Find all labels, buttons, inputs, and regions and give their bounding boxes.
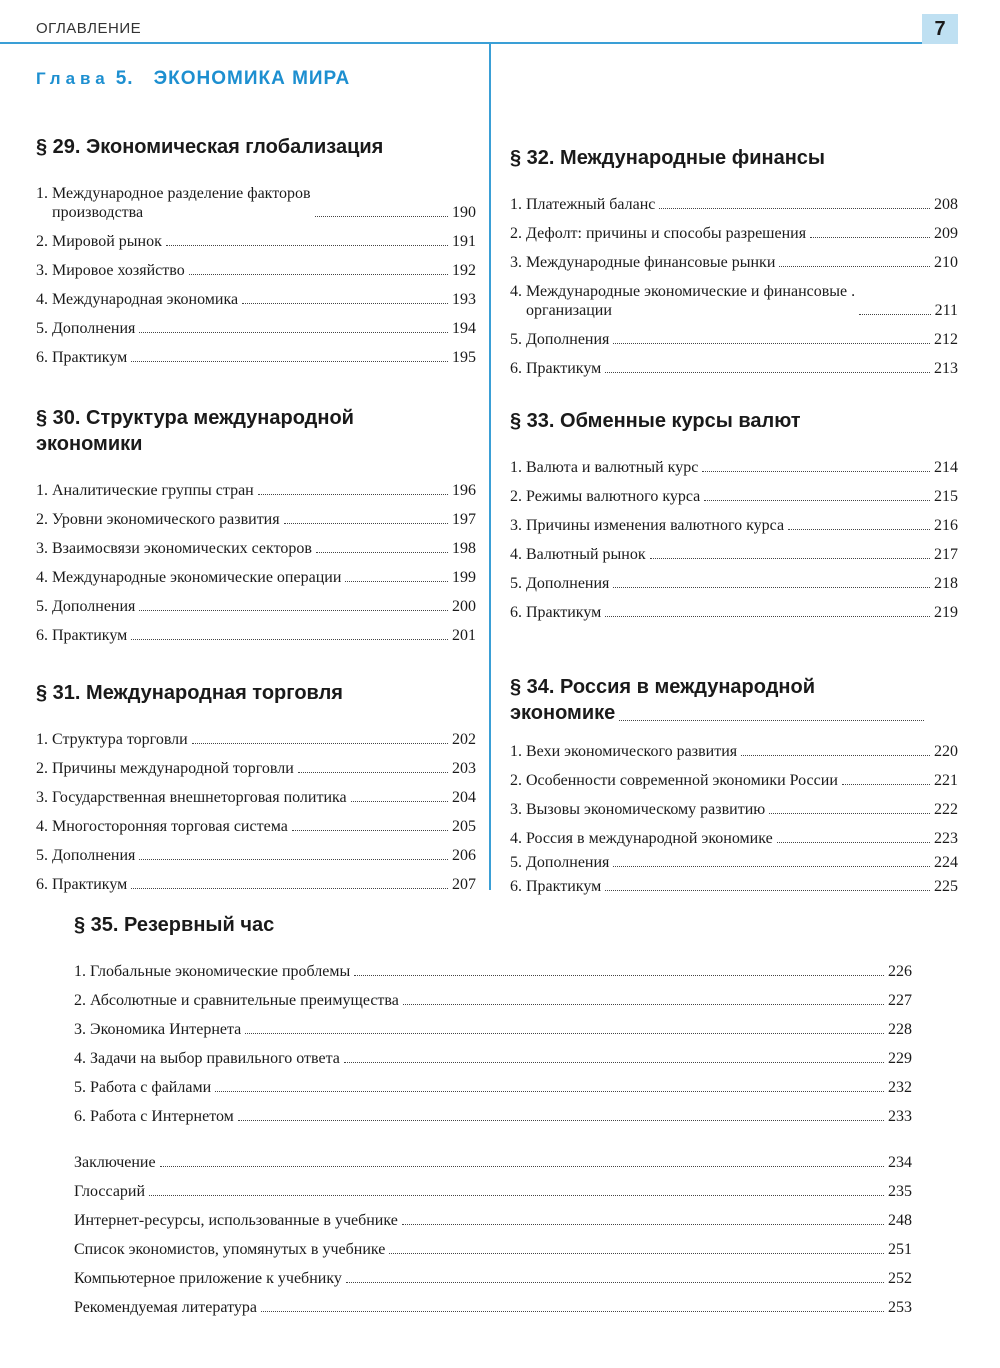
toc-entry[interactable] [36,616,476,645]
toc-entry-page: 205 [452,818,476,835]
leader-dots [605,372,930,373]
toc-entry-text: Глоссарий [74,1183,146,1200]
toc-entry[interactable] [510,872,958,896]
toc-entry-page: 209 [934,225,958,242]
toc-entry-text: 3. Международные финансовые рынки [510,254,776,271]
toc-entry-page: 252 [888,1270,912,1287]
toc-entry-text: 6. Практикум [510,878,602,895]
toc-entry-text-cont: организации [526,302,612,319]
leader-dots [192,743,448,744]
section-32 [510,145,958,378]
toc-entry-page: 202 [452,731,476,748]
header-rule [0,42,958,44]
toc-entry-page: 198 [452,540,476,557]
toc-entry-text: 1. Вехи экономического развития [510,743,738,760]
chapter-prefix: Глава [36,69,110,88]
toc-entry[interactable] [74,952,912,981]
leader-dots [139,610,448,611]
toc-entry-page: 227 [888,992,912,1009]
toc-entry[interactable] [36,529,476,558]
toc-entry[interactable] [36,836,476,865]
toc-entry-text-cont: производства [52,204,144,221]
toc-entry[interactable] [510,819,958,848]
leader-dots [777,842,930,843]
toc-entry-page: 207 [452,876,476,893]
toc-entry-text: 5. Дополнения [510,575,610,592]
leader-dots [139,859,448,860]
toc-entry-text: 3. Мировое хозяйство [36,262,185,279]
toc-entry-text: 6. Практикум [510,604,602,621]
toc-entry-page: 213 [934,360,958,377]
leader-dots [298,772,448,773]
leader-dots [344,1062,884,1063]
toc-entry-text: 4. Международные экономические и финансовые . [510,283,856,300]
toc-entry-text: 1. Структура торговли [36,731,188,748]
toc-entry-text: 5. Дополнения [510,854,610,871]
toc-entry-page: 229 [888,1050,912,1067]
toc-entry[interactable] [510,535,958,564]
toc-entry-page: 219 [934,604,958,621]
leader-dots [284,523,448,524]
toc-entry[interactable] [36,749,476,778]
toc-entry-text: 2. Причины международной торговли [36,760,294,777]
leader-dots [345,581,448,582]
toc-entry-page: 190 [452,204,476,221]
leader-dots [261,1311,884,1312]
toc-entry-page: 225 [934,878,958,895]
leader-dots [613,587,930,588]
toc-entry[interactable] [74,1068,912,1097]
toc-entry-page: 194 [452,320,476,337]
toc-entry-text: 2. Уровни экономического развития [36,511,280,528]
toc-entry-page: 233 [888,1108,912,1125]
toc-entry-text: 1. Международное разделение факторов [36,185,311,202]
section-title: § 31. Международная торговля [36,682,343,704]
leader-dots [316,552,448,553]
toc-entry[interactable] [36,865,476,894]
toc-entry-text: 5. Дополнения [36,320,136,337]
toc-entry[interactable] [36,222,476,251]
toc-entry-page: 215 [934,488,958,505]
leader-dots [704,500,930,501]
toc-entry-page: 228 [888,1021,912,1038]
toc-entry-page: 232 [888,1079,912,1096]
leader-dots [605,616,930,617]
leader-dots [702,471,930,472]
toc-entry-text: Рекомендуемая литература [74,1299,257,1316]
leader-dots [149,1195,884,1196]
toc-entry[interactable] [510,564,958,593]
toc-entry[interactable] [510,732,958,761]
running-header: ОГЛАВЛЕНИЕ [36,20,142,37]
toc-entry-page: 220 [934,743,958,760]
toc-entry-text: 2. Мировой рынок [36,233,162,250]
toc-entry-text: 5. Дополнения [36,847,136,864]
toc-entry[interactable] [510,320,958,349]
toc-entry-page: 221 [934,772,958,789]
leader-dots [613,343,930,344]
toc-entry-page: 224 [934,854,958,871]
toc-entry[interactable] [74,1230,912,1259]
toc-entry[interactable] [36,174,476,222]
toc-entry-text: 6. Практикум [36,627,128,644]
toc-entry-page: 200 [452,598,476,615]
section-title: § 34. Россия в международной экономике [510,674,958,726]
toc-entry-page: 203 [452,760,476,777]
toc-entry[interactable] [510,272,958,320]
leader-dots [160,1166,884,1167]
toc-entry-text: 2. Дефолт: причины и способы разрешения [510,225,807,242]
toc-entry[interactable] [36,471,476,500]
toc-entry-text: 3. Причины изменения валютного курса [510,517,785,534]
chapter-heading [36,68,350,90]
toc-entry-text: 1. Валюта и валютный курс [510,459,699,476]
toc-entry-text: 3. Взаимосвязи экономических секторов [36,540,312,557]
leader-dots [779,266,930,267]
leader-dots [810,237,930,238]
toc-entry[interactable] [74,1259,912,1288]
toc-entry-page: 222 [934,801,958,818]
toc-entry[interactable] [510,761,958,790]
toc-entry[interactable] [74,1201,912,1230]
toc-entry[interactable] [74,1097,912,1126]
toc-entry-text: 1. Платежный баланс [510,196,656,213]
toc-entry[interactable] [74,981,912,1010]
toc-entry-text: Интернет-ресурсы, использованные в учебнике [74,1212,398,1229]
leader-dots [859,314,930,315]
toc-entry-page: 201 [452,627,476,644]
toc-entry-page: 192 [452,262,476,279]
toc-entry-text: 3. Экономика Интернета [74,1021,242,1038]
toc-entry[interactable] [510,506,958,535]
leader-dots [242,303,448,304]
chapter-number: 5. [115,68,134,89]
toc-entry-page: 206 [452,847,476,864]
toc-entry-page: 218 [934,575,958,592]
leader-dots [769,813,930,814]
toc-entry-page: 214 [934,459,958,476]
leader-dots [613,866,930,867]
toc-entry[interactable] [74,1172,912,1201]
toc-entry-page: 193 [452,291,476,308]
toc-entry-page: 217 [934,546,958,563]
toc-entry[interactable] [510,477,958,506]
toc-entry-page: 251 [888,1241,912,1258]
leader-dots [166,245,448,246]
toc-entry[interactable] [510,214,958,243]
toc-entry-text: 3. Государственная внешнеторговая политика [36,789,347,806]
toc-entry-text: 6. Практикум [36,349,128,366]
leader-dots [605,890,930,891]
toc-entry-page: 199 [452,569,476,586]
back-matter [74,1143,912,1317]
toc-entry-text: 4. Задачи на выбор правильного ответа [74,1050,340,1067]
toc-entry-page: 223 [934,830,958,847]
toc-entry[interactable] [36,587,476,616]
toc-entry[interactable] [74,1010,912,1039]
toc-entry[interactable] [36,309,476,338]
leader-dots [354,975,884,976]
toc-entry[interactable] [74,1039,912,1068]
toc-entry[interactable] [510,848,958,872]
toc-entry-text: 4. Международные экономические операции [36,569,342,586]
leader-dots [389,1253,884,1254]
toc-entry-text: Список экономистов, упомянутых в учебнике [74,1241,386,1258]
leader-dots [139,332,448,333]
page-number: 7 [922,14,958,44]
toc-entry-page: 204 [452,789,476,806]
toc-entry[interactable] [74,1288,912,1317]
toc-entry-page: 234 [888,1154,912,1171]
leader-dots [346,1282,884,1283]
toc-entry[interactable] [36,500,476,529]
leader-dots [258,494,448,495]
section-34 [510,674,958,896]
leader-dots [189,274,448,275]
toc-entry-page: 211 [934,302,958,319]
toc-entry[interactable] [36,558,476,587]
toc-entry[interactable] [74,1143,912,1172]
toc-entry[interactable] [510,593,958,622]
toc-entry-text: 1. Аналитические группы стран [36,482,254,499]
toc-entry-text: 4. Многосторонняя торговая система [36,818,288,835]
toc-entry-text: 4. Валютный рынок [510,546,646,563]
toc-entry-page: 195 [452,349,476,366]
leader-dots [650,558,930,559]
section-33 [510,408,958,622]
chapter-title: ЭКОНОМИКА МИРА [153,68,351,89]
leader-dots [292,830,448,831]
section-title: § 32. Международные финансы [510,147,825,169]
toc-entry-page: 197 [452,511,476,528]
leader-dots [315,216,448,217]
toc-entry-page: 235 [888,1183,912,1200]
column-divider [489,44,491,890]
section-title: § 33. Обменные курсы валют [510,410,801,432]
section-29 [36,134,476,367]
toc-entry[interactable] [36,778,476,807]
toc-entry-text: Компьютерное приложение к учебнику [74,1270,342,1287]
leader-dots [842,784,930,785]
section-31 [36,680,476,894]
toc-entry-text: 1. Глобальные экономические проблемы [74,963,351,980]
leader-dots [619,720,924,721]
leader-dots [403,1004,884,1005]
section-30 [36,405,476,645]
toc-entry-text: 4. Международная экономика [36,291,239,308]
leader-dots [238,1120,884,1121]
section-title: § 35. Резервный час [74,914,275,936]
toc-entry[interactable] [36,251,476,280]
leader-dots [351,801,448,802]
toc-entry[interactable] [510,243,958,272]
leader-dots [131,888,448,889]
section-title: § 30. Структура международной экономики [36,407,354,455]
toc-entry-text: 5. Дополнения [510,331,610,348]
toc-entry[interactable] [36,720,476,749]
toc-entry[interactable] [510,448,958,477]
section-title: § 29. Экономическая глобализация [36,136,384,158]
leader-dots [741,755,930,756]
toc-entry-page: 216 [934,517,958,534]
toc-entry[interactable] [510,790,958,819]
section-35 [74,912,912,1126]
toc-entry[interactable] [510,185,958,214]
leader-dots [659,208,930,209]
toc-entry-text: 6. Работа с Интернетом [74,1108,234,1125]
toc-entry-page: 196 [452,482,476,499]
toc-entry-text: 5. Работа с файлами [74,1079,212,1096]
toc-entry[interactable] [510,349,958,378]
toc-entry-page: 212 [934,331,958,348]
toc-entry-text: 2. Режимы валютного курса [510,488,701,505]
toc-entry-text: 4. Россия в международной экономике [510,830,773,847]
leader-dots [245,1033,884,1034]
toc-entry-text: 6. Практикум [36,876,128,893]
leader-dots [215,1091,884,1092]
toc-entry[interactable] [36,280,476,309]
toc-entry-page: 226 [888,963,912,980]
toc-entry-page: 191 [452,233,476,250]
toc-entry-text: 6. Практикум [510,360,602,377]
toc-entry[interactable] [36,807,476,836]
leader-dots [788,529,930,530]
toc-entry-page: 210 [934,254,958,271]
toc-entry-page: 208 [934,196,958,213]
toc-entry-text: 2. Абсолютные и сравнительные преимущества [74,992,399,1009]
toc-entry-text: 2. Особенности современной экономики России [510,772,838,789]
toc-entry-text: Заключение [74,1154,156,1171]
toc-entry-page: 253 [888,1299,912,1316]
leader-dots [402,1224,884,1225]
toc-entry-text: 5. Дополнения [36,598,136,615]
leader-dots [131,361,448,362]
toc-entry-text: 3. Вызовы экономическому развитию [510,801,766,818]
toc-entry[interactable] [36,338,476,367]
toc-entry-page: 248 [888,1212,912,1229]
leader-dots [131,639,448,640]
